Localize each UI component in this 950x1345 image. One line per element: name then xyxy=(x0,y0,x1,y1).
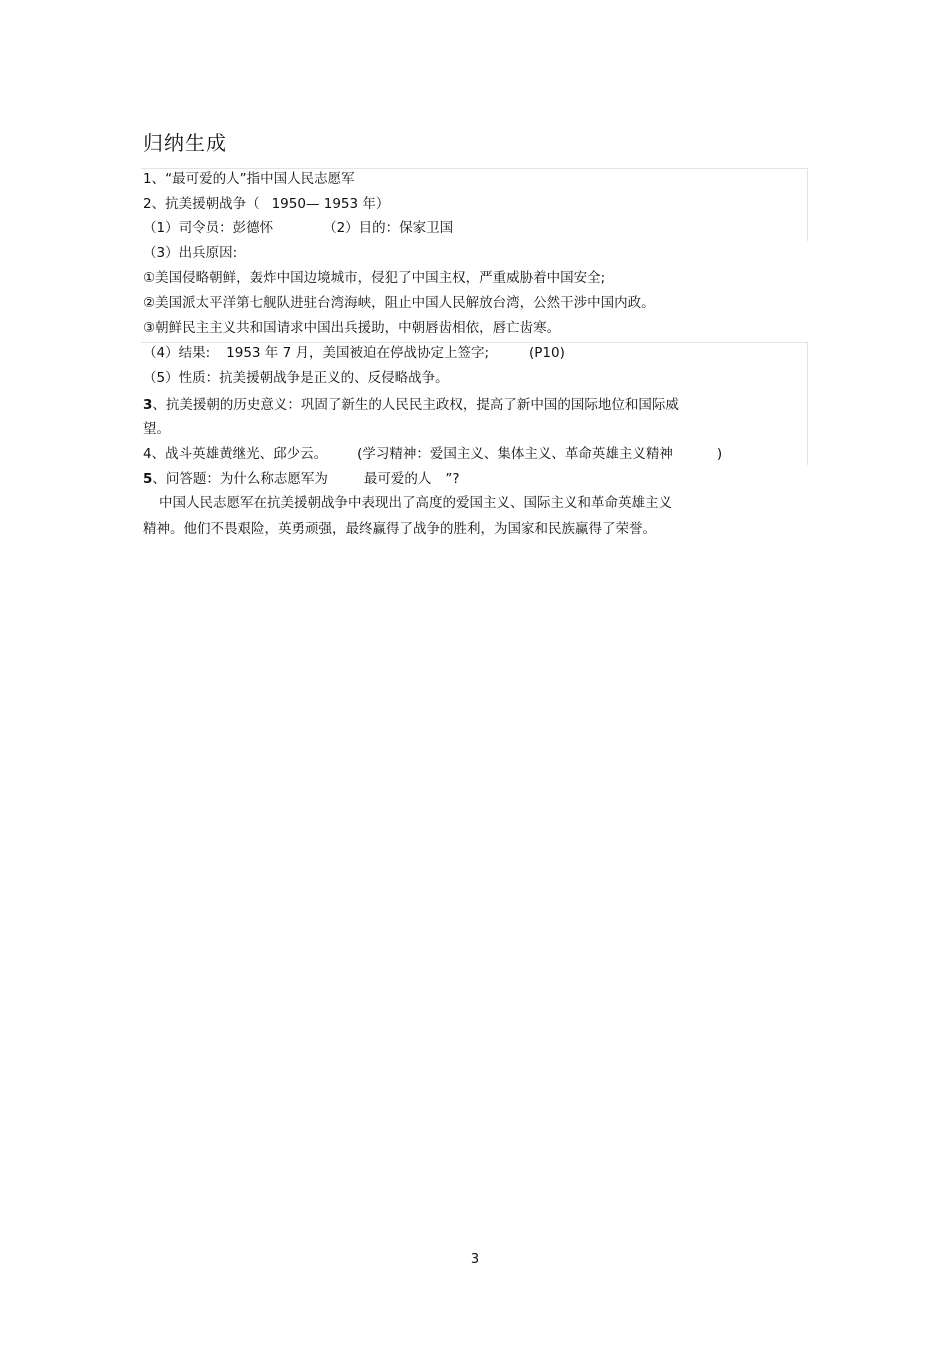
section-heading: 归纳生成 xyxy=(143,131,227,155)
item-2-3: （3）出兵原因: xyxy=(143,245,238,261)
item-3: 3、抗美援朝的历史意义：巩固了新生的人民民主政权，提高了新中国的国际地位和国际威 xyxy=(143,397,679,413)
item-4: 4、战斗英雄黄继光、邱少云。 (学习精神：爱国主义、集体主义、革命英雄主义精神 ) xyxy=(143,446,723,462)
item-2-5: （5）性质：抗美援朝战争是正义的、反侵略战争。 xyxy=(143,370,449,386)
item-2: 2、抗美援朝战争（ 1950— 1953 年） xyxy=(143,196,390,212)
item-2-4: （4）结果: 1953 年 7 月，美国被迫在停战协定上签字; (P10) xyxy=(143,345,565,361)
answer-line-1: 中国人民志愿军在抗美援朝战争中表现出了高度的爱国主义、国际主义和革命英雄主义 xyxy=(159,495,672,511)
item-5-question: 5、问答题：为什么称志愿军为 最可爱的人 ”? xyxy=(143,471,460,487)
item-2-1: （1）司令员：彭德怀 （2）目的：保家卫国 xyxy=(143,220,454,236)
reason-3: ③朝鲜民主主义共和国请求中国出兵援助，中朝唇齿相依，唇亡齿寒。 xyxy=(143,320,561,336)
item-1: 1、“最可爱的人”指中国人民志愿军 xyxy=(143,171,355,187)
page-number: 3 xyxy=(470,1252,480,1267)
answer-line-2: 精神。他们不畏艰险，英勇顽强，最终赢得了战争的胜利，为国家和民族赢得了荣誉。 xyxy=(143,521,656,537)
reason-2: ②美国派太平洋第七舰队进驻台湾海峡，阻止中国人民解放台湾，公然干涉中国内政。 xyxy=(143,295,655,311)
reason-1: ①美国侵略朝鲜，轰炸中国边境城市，侵犯了中国主权，严重威胁着中国安全; xyxy=(143,270,606,286)
item-3-continued: 望。 xyxy=(143,421,170,437)
